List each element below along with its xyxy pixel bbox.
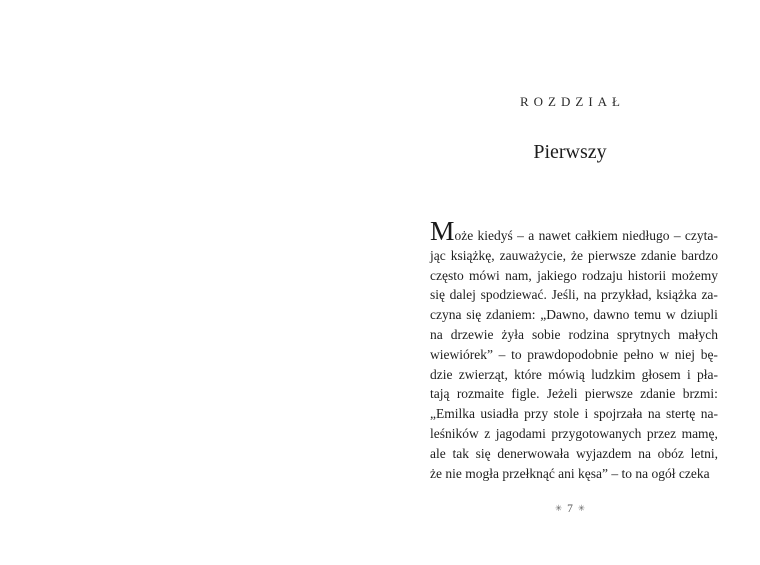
- page-ornament-icon: ✳: [577, 504, 585, 514]
- text-line: dzie zwierząt, które mówią ludzkim głosem i pła-: [430, 366, 718, 382]
- page-ornament-icon: ✳: [555, 504, 563, 514]
- initial-capital: M: [430, 215, 455, 246]
- text-line: się dalej spodziewać. Jeśli, na przykład, książka za-: [430, 287, 718, 303]
- chapter-title: Pierwszy: [533, 141, 607, 163]
- text-line: leśników z jagodami przygotowanych przez mamę,: [430, 425, 718, 441]
- paragraph: [430, 215, 718, 483]
- text-line: czyna się zdaniem: „Dawno, dawno temu w dziupli: [430, 307, 718, 323]
- text-line: tają rozmaite figle. Jeżeli pierwsze zdanie brzmi:: [430, 386, 718, 402]
- text-line: „Emilka usiadła przy stole i spojrzała na stertę na-: [430, 406, 718, 422]
- text-line: na drzewie żyła sobie rodzina sprytnych małych: [430, 326, 718, 342]
- text-line: że nie mogła przełknąć ani kęsa” – to na ogół czeka: [430, 465, 710, 481]
- text-line: ale tak się denerwowała wyjazdem na obóz letni,: [430, 445, 718, 461]
- page-number: 7: [567, 503, 573, 515]
- text-line: często mówi nam, jakiego rodzaju historii możemy: [430, 267, 718, 283]
- page-footer: [424, 503, 716, 515]
- text-line: wiewiórek” – to prawdopodobnie pełno w niej bę-: [430, 346, 718, 362]
- text-line: jąc książkę, zauważycie, że pierwsze zdanie bardzo: [430, 247, 718, 263]
- text-line: Może kiedyś – a nawet całkiem niedługo – czyta-: [430, 215, 718, 246]
- chapter-label: ROZDZIAŁ: [520, 94, 625, 109]
